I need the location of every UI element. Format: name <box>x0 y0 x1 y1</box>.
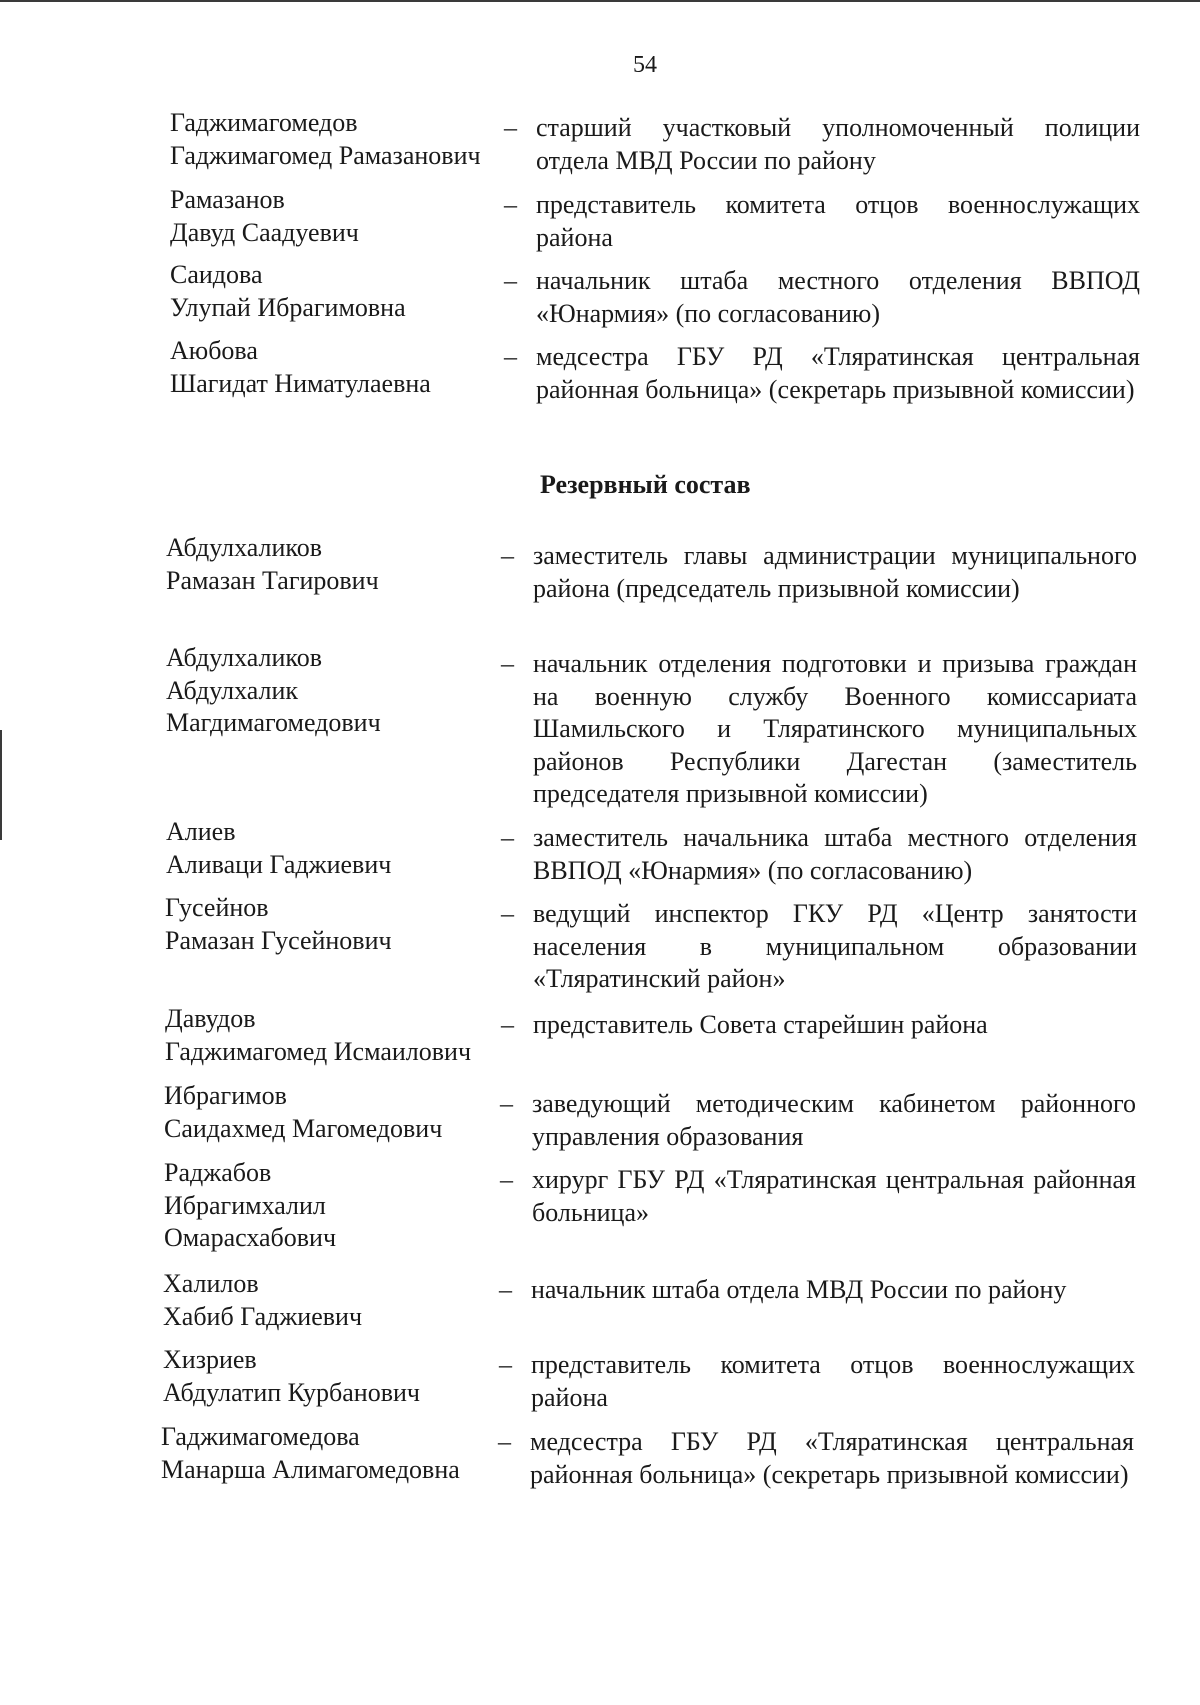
member-name: Давудов Гаджимагомед Исмаилович <box>165 1004 472 1066</box>
member-role: – начальник штаба местного отделения ВВПОД «Юнармия» (по согласованию) <box>504 266 1140 328</box>
member-name: Абдулхаликов Абдулхалик Магдимагомедович <box>166 643 381 737</box>
member-role: – представитель комитета отцов военнослужащих района <box>499 1350 1135 1412</box>
page-number: 54 <box>633 52 657 78</box>
member-name: Ибрагимов Саидахмед Магомедович <box>164 1081 443 1143</box>
member-role: – представитель комитета отцов военнослужащих района <box>504 190 1140 252</box>
member-name: Аюбова Шагидат Ниматулаевна <box>170 336 431 398</box>
member-name: Гаджимагомедов Гаджимагомед Рамазанович <box>170 108 481 170</box>
member-role: – хирург ГБУ РД «Тляратинская центральная районная больница» <box>500 1165 1136 1227</box>
member-role: – ведущий инспектор ГКУ РД «Центр занятости населения в муниципальном образовании «Тляратинский район» <box>501 899 1137 993</box>
member-name: Халилов Хабиб Гаджиевич <box>163 1269 363 1331</box>
member-name: Гаджимагомедова Манарша Алимагомедовна <box>161 1422 460 1484</box>
member-role: – заместитель начальника штаба местного отделения ВВПОД «Юнармия» (по согласованию) <box>501 823 1137 885</box>
member-role: – заведующий методическим кабинетом районного управления образования <box>500 1089 1136 1151</box>
member-name: Хизриев Абдулатип Курбанович <box>163 1345 420 1407</box>
member-role: – медсестра ГБУ РД «Тляратинская центральная районная больница» (секретарь призывной комиссии) <box>498 1427 1134 1489</box>
member-role: – заместитель главы администрации муниципального района (председатель призывной комиссии) <box>501 541 1137 603</box>
left-scan-border <box>0 730 2 840</box>
member-name: Алиев Аливаци Гаджиевич <box>166 817 392 879</box>
member-role: – старший участковый уполномоченный полиции отдела МВД России по району <box>504 113 1140 175</box>
member-role: – медсестра ГБУ РД «Тляратинская центральная районная больница» (секретарь призывной комиссии) <box>504 342 1140 404</box>
top-scan-border <box>0 0 1200 2</box>
reserve-section-heading: Резервный состав <box>540 470 751 499</box>
member-role: – начальник штаба отдела МВД России по району <box>499 1275 1067 1304</box>
member-name: Гусейнов Рамазан Гусейнович <box>165 893 392 955</box>
member-name: Раджабов Ибрагимхалил Омарасхабович <box>164 1158 337 1252</box>
member-name: Саидова Улупай Ибрагимовна <box>170 260 406 322</box>
member-role: – представитель Совета старейшин района <box>501 1010 988 1039</box>
member-role: – начальник отделения подготовки и призыва граждан на военную службу Военного комиссариата Шамильского и Тляратинского муниципальных районов Республики Дагестан (заместитель председателя призывной комиссии) <box>501 649 1137 808</box>
member-name: Рамазанов Давуд Саадуевич <box>170 185 359 247</box>
member-name: Абдулхаликов Рамазан Тагирович <box>166 533 379 595</box>
